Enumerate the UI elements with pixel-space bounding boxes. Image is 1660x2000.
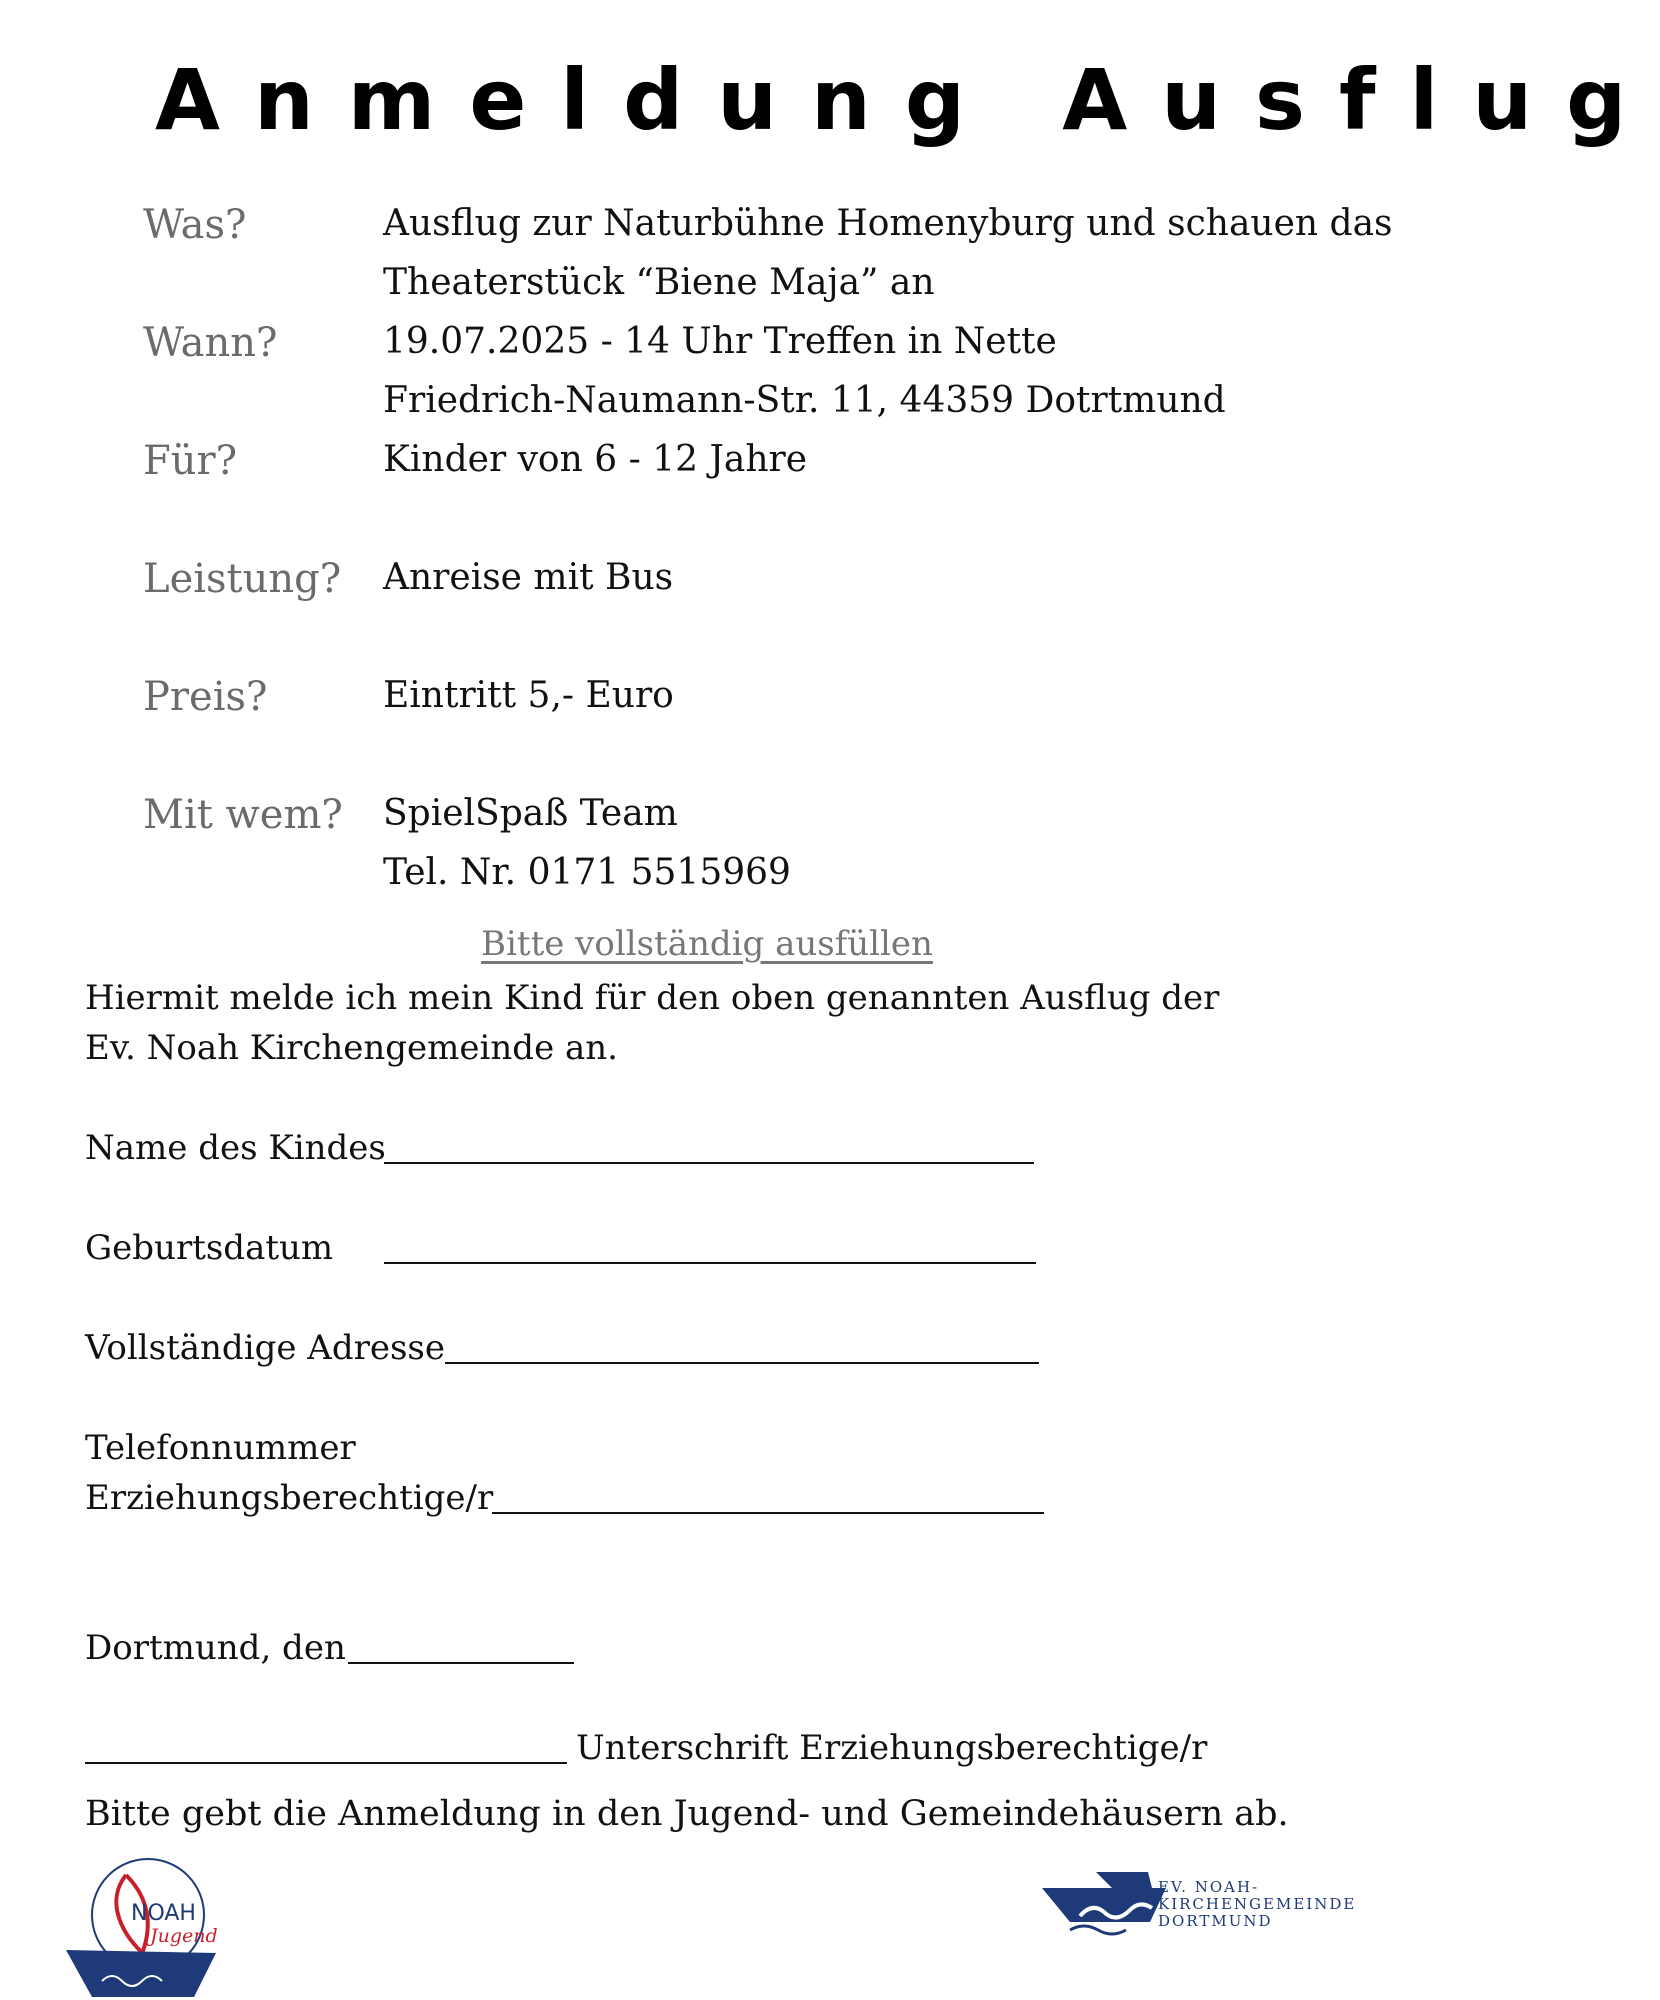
birthdate-field[interactable]	[384, 1260, 1036, 1264]
value-was-line1: Ausflug zur Naturbühne Homenyburg und schauen das	[383, 203, 1393, 244]
phone-label-line1: Telefonnummer	[85, 1428, 356, 1468]
value-wann-line1: 19.07.2025 - 14 Uhr Treffen in Nette	[383, 321, 1057, 362]
signature-label: Unterschrift Erziehungsberechtige/r	[576, 1728, 1208, 1768]
logo-left-noah: NOAH	[131, 1901, 196, 1926]
fill-note: Bitte vollständig ausfüllen	[481, 924, 933, 964]
child-name-field[interactable]	[384, 1160, 1034, 1164]
child-name-label: Name des Kindes	[85, 1128, 386, 1168]
value-mit-wem-line2: Tel. Nr. 0171 5515969	[383, 852, 791, 893]
intro-line2: Ev. Noah Kirchengemeinde an.	[85, 1028, 618, 1068]
footer-note: Bitte gebt die Anmeldung in den Jugend- und Gemeindehäusern ab.	[85, 1794, 1289, 1834]
page-title: Anmeldung Ausflug	[155, 51, 1660, 149]
label-wann: Wann?	[143, 320, 278, 366]
signature-field[interactable]	[85, 1760, 567, 1764]
logo-right-line1: EV. NOAH-	[1158, 1878, 1260, 1896]
address-label: Vollständige Adresse	[85, 1328, 445, 1368]
place-date-label: Dortmund, den	[85, 1628, 346, 1668]
noah-jugend-logo	[66, 1855, 236, 2000]
value-wann-line2: Friedrich-Naumann-Str. 11, 44359 Dotrtmund	[383, 380, 1226, 421]
logo-right-line3: DORTMUND	[1158, 1912, 1273, 1930]
value-mit-wem-line1: SpielSpaß Team	[383, 793, 678, 834]
phone-label-line2: Erziehungsberechtige/r	[85, 1478, 494, 1518]
value-fuer: Kinder von 6 - 12 Jahre	[383, 439, 808, 480]
kirchengemeinde-logo	[1040, 1870, 1380, 1940]
logo-right-line2: KIRCHENGEMEINDE	[1158, 1895, 1357, 1913]
phone-field[interactable]	[492, 1510, 1044, 1514]
value-preis: Eintritt 5,- Euro	[383, 675, 674, 716]
logo-left-jugend: Jugend	[150, 1925, 218, 1947]
date-field[interactable]	[348, 1660, 574, 1664]
value-leistung: Anreise mit Bus	[383, 557, 674, 598]
birthdate-label: Geburtsdatum	[85, 1228, 334, 1268]
label-leistung: Leistung?	[143, 556, 342, 602]
label-preis: Preis?	[143, 674, 268, 720]
address-field[interactable]	[445, 1360, 1039, 1364]
intro-line1: Hiermit melde ich mein Kind für den oben genannten Ausflug der	[85, 978, 1220, 1018]
label-mit-wem: Mit wem?	[143, 792, 343, 838]
label-fuer: Für?	[143, 438, 238, 484]
value-was-line2: Theaterstück “Biene Maja” an	[383, 262, 935, 303]
label-was: Was?	[143, 202, 247, 248]
